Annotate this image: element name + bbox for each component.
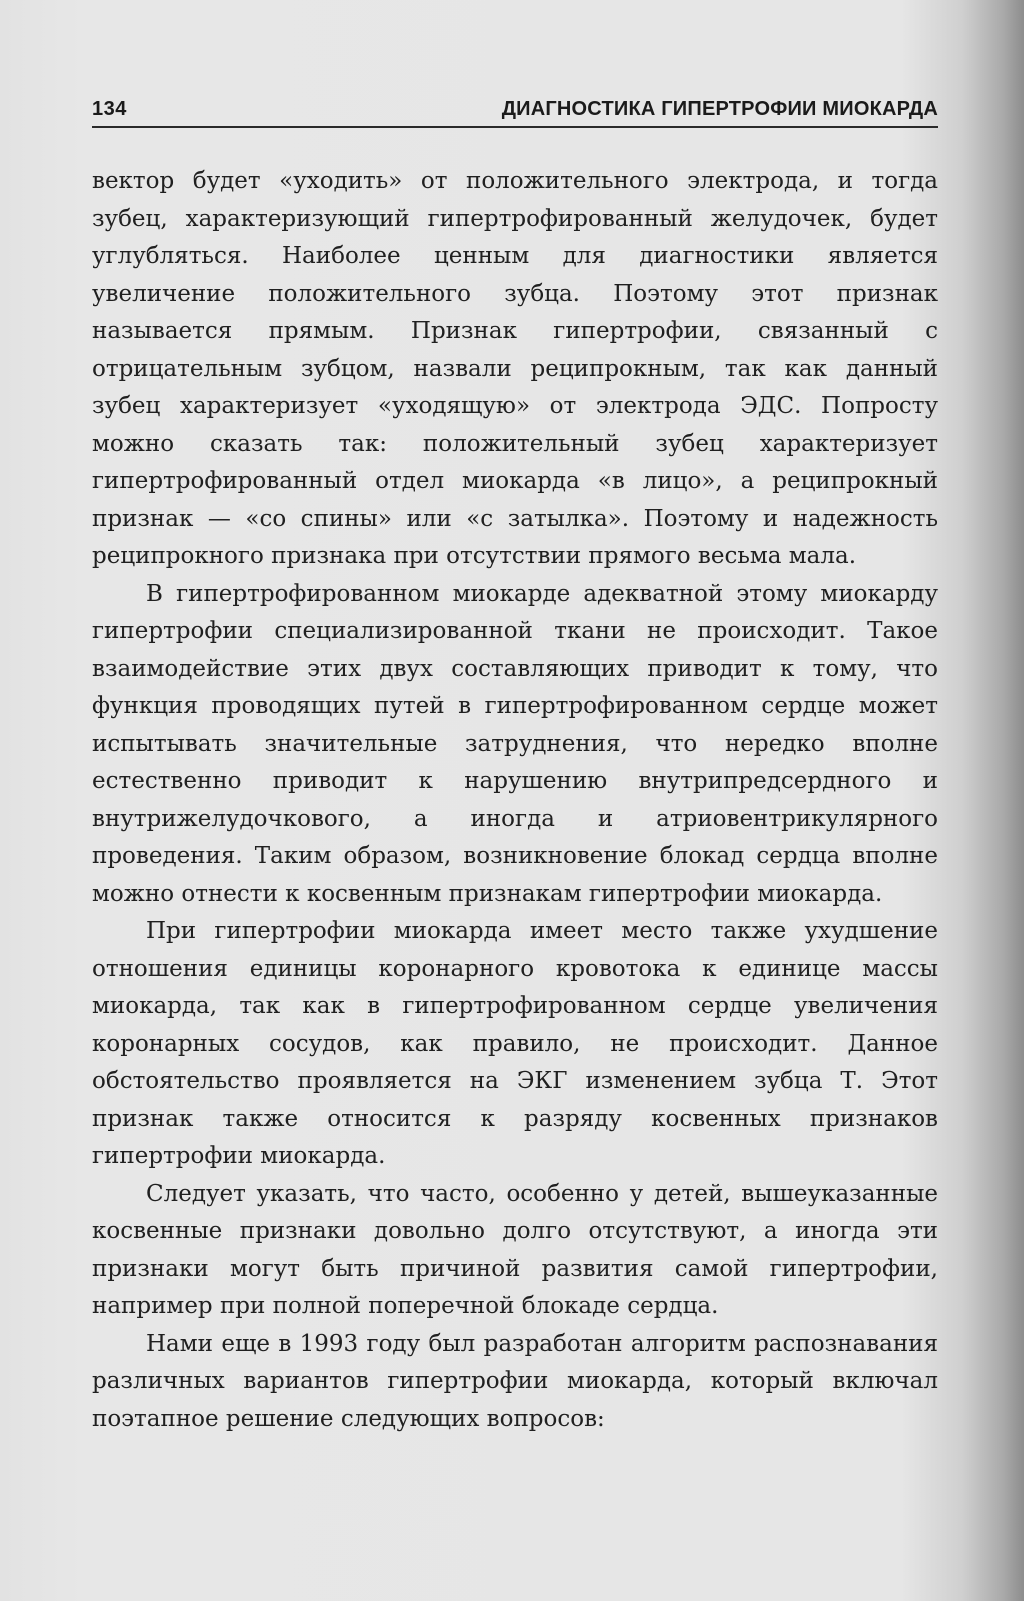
page-number: 134 [92,98,127,120]
page-header [92,92,938,128]
paragraph-3: При гипертрофии миокарда имеет место также ухудшение отношения единицы коронарного кровотока к единице массы миокарда, так как в гипертрофированном сердце увеличения коронарных сосудов, как правило, не происходит. Данное обстоятельство проявляется на ЭКГ изменением зубца Т. Этот признак также относится к разряду косвенных признаков гипертрофии миокарда. [92,918,938,1169]
paragraph-2: В гипертрофированном миокарде адекватной этому миокарду гипертрофии специализированной ткани не происходит. Такое взаимодействие этих двух составляющих приводит к тому, что функция проводящих путей в гипертрофированном сердце может испытывать значительные затруднения, что нередко вполне естественно приводит к нарушению внутрипредсердного и внутрижелудочкового, а иногда и атриовентрикулярного проведения. Таким образом, возникновение блокад сердца вполне можно отнести к косвенным признакам гипертрофии миокарда. [92,580,938,907]
paragraph-1: вектор будет «уходить» от положительного электрода, и тогда зубец, характеризующий гипертрофированный желудочек, будет углубляться. Наиболее ценным для диагностики является увеличение положительного зубца. Поэтому этот признак называется прямым. Признак гипертрофии, связанный с отрицательным зубцом, назвали реципрокным, так как данный зубец характеризует «уходящую» от электрода ЭДС. Попросту можно сказать так: положительный зубец характеризует гипертрофированный отдел миокарда «в лицо», а реципрокный признак — «со спины» или «с затылка». Поэтому и надежность реципрокного признака при отсутствии прямого весьма мала. [92,168,938,569]
running-title: ДИАГНОСТИКА ГИПЕРТРОФИИ МИОКАРДА [501,98,938,120]
paragraph-5: Нами еще в 1993 году был разработан алгоритм распознавания различных вариантов гипертрофии миокарда, который включал поэтапное решение следующих вопросов: [92,1330,938,1432]
body-text [92,163,938,1438]
paragraph-4: Следует указать, что часто, особенно у детей, вышеуказанные косвенные признаки довольно долго отсутствуют, а иногда эти признаки могут быть причиной развития самой гипертрофии, например при полной поперечной блокаде сердца. [92,1180,938,1319]
